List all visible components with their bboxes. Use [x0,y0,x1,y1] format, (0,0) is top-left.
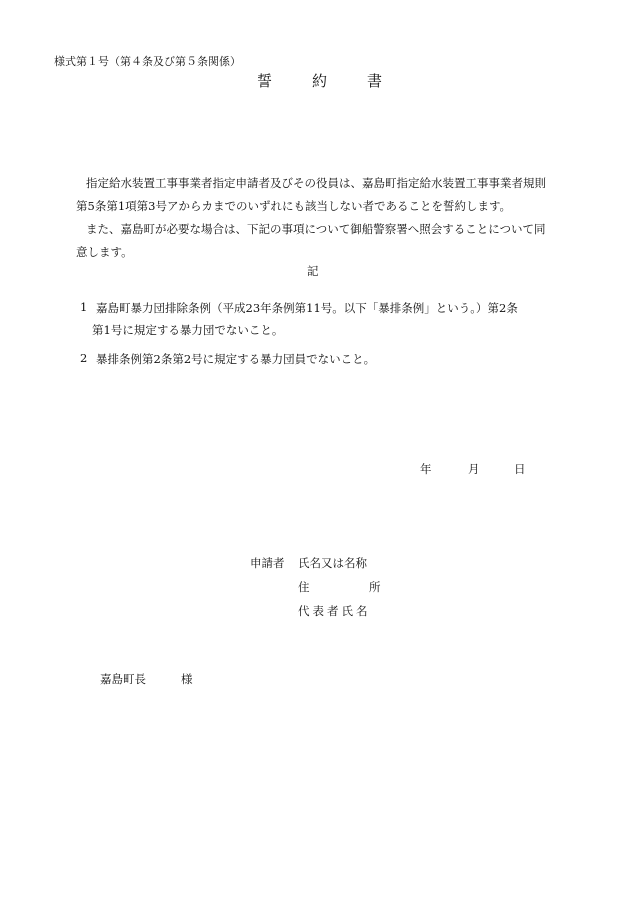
item1-line1: 嘉島町暴力団排除条例（平成23年条例第11号。以下「暴排条例」という。）第2条 [96,301,518,315]
item1-line2: 第1号に規定する暴力団でないこと。 [92,323,284,337]
paragraph1-line2: 第5条第1項第3号アからカまでのいずれにも該当しない者であることを誓約します。 [76,199,512,213]
applicant-name-label: 氏名又は名称 [298,556,367,570]
paragraph1-line1: 指定給水装置工事事業者指定申請者及びその役員は、嘉島町指定給水装置工事事業者規則 [86,176,546,190]
ki-heading: 記 [307,264,319,278]
item1-number: 1 [80,300,88,314]
item2-number: 2 [80,351,88,365]
title-char-3: 書 [367,72,383,90]
document-title [257,70,382,91]
applicant-label: 申請者 [250,556,285,570]
applicant-address-label-a: 住 [298,580,310,594]
title-char-2: 約 [312,72,328,90]
date-year-label: 年 [420,462,432,476]
date-day-label: 日 [514,462,526,476]
paragraph2-line1: また、嘉島町が必要な場合は、下記の事項について御船警察署へ照会することについて同 [86,222,546,236]
applicant-address-label-b: 所 [369,580,381,594]
title-char-1: 誓 [257,72,273,90]
item2-line1: 暴排条例第2条第2号に規定する暴力団員でないこと。 [96,352,376,366]
paragraph2-line2: 意します。 [76,245,133,259]
addressee-name: 嘉島町長 [100,672,146,686]
form-number: 様式第１号（第４条及び第５条関係） [54,55,241,68]
addressee-honorific: 様 [181,672,193,686]
date-month-label: 月 [468,462,480,476]
representative-name-label: 代表者氏名 [298,604,371,618]
